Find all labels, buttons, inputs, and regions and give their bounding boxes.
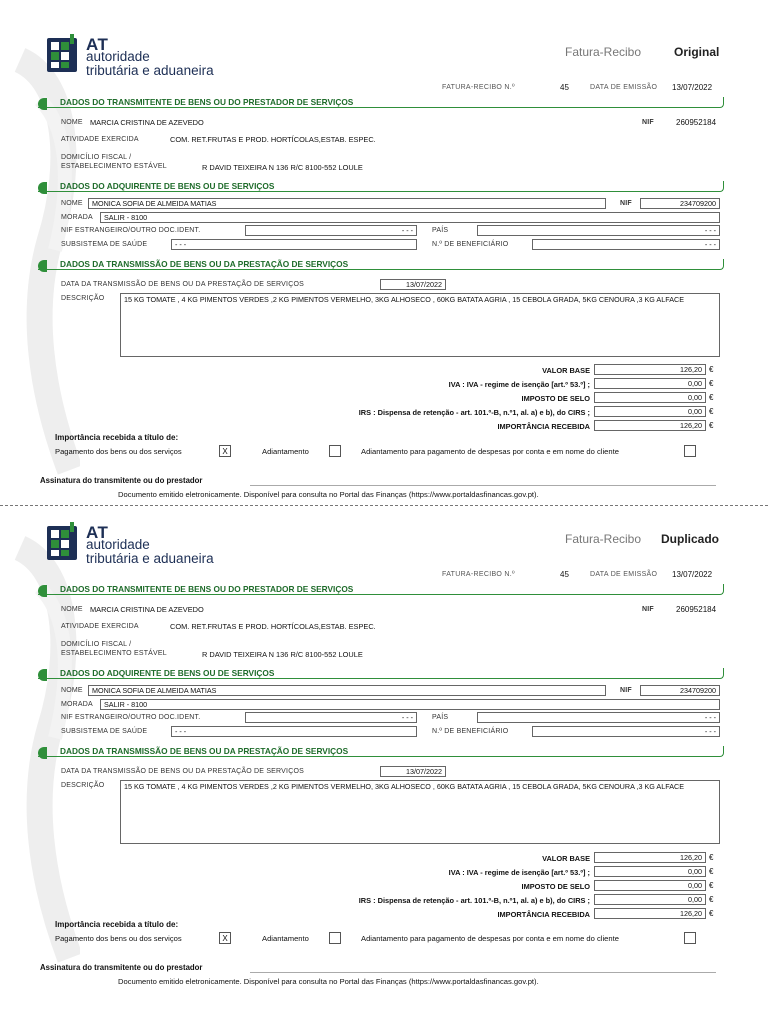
invoice-number-label: FATURA-RECIBO N.º xyxy=(442,571,515,578)
payment-option-advance-checkbox[interactable] xyxy=(329,932,341,944)
buyer-section-text: DADOS DO ADQUIRENTE DE BENS OU DE SERVIÇOS xyxy=(60,668,275,678)
payment-option-expenses-checkbox[interactable] xyxy=(684,445,696,457)
payment-option-goods-label: Pagamento dos bens ou dos serviços xyxy=(55,447,182,456)
seller-address: R DAVID TEIXEIRA N 136 R/C 8100-552 LOULE xyxy=(202,650,363,659)
seller-name-label: NOME xyxy=(61,606,83,613)
total-label-stamp: IMPOSTO DE SELO xyxy=(521,394,590,403)
payment-option-goods-checkbox[interactable]: X xyxy=(219,445,231,457)
buyer-section-title xyxy=(38,668,724,682)
total-value-base: 126,20 xyxy=(594,852,706,863)
issue-date: 13/07/2022 xyxy=(672,570,713,579)
seller-section-title xyxy=(38,97,724,111)
currency-symbol: € xyxy=(709,407,714,416)
seller-name: MARCIA CRISTINA DE AZEVEDO xyxy=(90,118,204,127)
currency-symbol: € xyxy=(709,421,714,430)
foreign-nif-label: NIF ESTRANGEIRO/OUTRO DOC.IDENT. xyxy=(61,714,201,721)
total-label-stamp: IMPOSTO DE SELO xyxy=(521,882,590,891)
health-subsystem-label: SUBSISTEMA DE SAÚDE xyxy=(61,728,148,735)
total-value-stamp: 0,00 xyxy=(594,880,706,891)
beneficiary-field: - - - xyxy=(532,726,720,737)
footer-note: Documento emitido eletronicamente. Disponível para consulta no Portal das Finanças (https://www.portaldasfinancas.gov.pt). xyxy=(118,977,539,986)
seller-nif-label: NIF xyxy=(642,119,654,126)
at-logo xyxy=(46,522,236,568)
buyer-nif-label: NIF xyxy=(620,200,632,207)
currency-symbol: € xyxy=(709,365,714,374)
currency-symbol: € xyxy=(709,379,714,388)
payment-title: Importância recebida a título de: xyxy=(55,433,179,442)
logo-line1: autoridade xyxy=(86,537,150,552)
foreign-nif-field: - - - xyxy=(245,225,417,236)
currency-symbol: € xyxy=(709,393,714,402)
seller-address-label2: ESTABELECIMENTO ESTÁVEL xyxy=(61,163,167,170)
payment-option-expenses-label: Adiantamento para pagamento de despesas por conta e em nome do cliente xyxy=(361,447,619,456)
payment-title: Importância recebida a título de: xyxy=(55,920,179,929)
copy-label: Original xyxy=(674,45,720,59)
country-field: - - - xyxy=(477,225,720,236)
description-field: 15 KG TOMATE , 4 KG PIMENTOS VERDES ,2 KG PIMENTOS VERMELHO, 3KG ALHOSECO , 60KG BATATA AGRIA , 15 CEBOLA GRADA, 5KG CENOURA ,3 KG ALFACE xyxy=(120,780,720,844)
invoice-copy-duplicate xyxy=(0,488,768,978)
document-type: Fatura-Recibo xyxy=(565,45,642,59)
total-label-received: IMPORTÂNCIA RECEBIDA xyxy=(497,422,590,431)
buyer-name-label: NOME xyxy=(61,687,83,694)
currency-symbol: € xyxy=(709,853,714,862)
buyer-address-label: MORADA xyxy=(61,701,93,708)
seller-section-text: DADOS DO TRANSMITENTE DE BENS OU DO PRESTADOR DE SERVIÇOS xyxy=(60,97,354,107)
health-subsystem-field: - - - xyxy=(171,239,417,250)
buyer-nif-label: NIF xyxy=(620,687,632,694)
total-label-irs: IRS : Dispensa de retenção - art. 101.º-B, n.º1, al. a) e b), do CIRS ; xyxy=(358,408,590,417)
beneficiary-label: N.º DE BENEFICIÁRIO xyxy=(432,728,509,735)
seller-nif: 260952184 xyxy=(676,605,717,614)
transaction-date-label: DATA DA TRANSMISSÃO DE BENS OU DA PRESTAÇÃO DE SERVIÇOS xyxy=(61,281,304,288)
transaction-section-text: DADOS DA TRANSMISSÃO DE BENS OU DA PRESTAÇÃO DE SERVIÇOS xyxy=(60,746,349,756)
footer-note: Documento emitido eletronicamente. Disponível para consulta no Portal das Finanças (https://www.portaldasfinancas.gov.pt). xyxy=(118,490,539,499)
health-subsystem-label: SUBSISTEMA DE SAÚDE xyxy=(61,241,148,248)
payment-option-goods-checkbox[interactable]: X xyxy=(219,932,231,944)
total-label-iva: IVA : IVA - regime de isenção [art.º 53.º] ; xyxy=(448,868,590,877)
logo-abbr: AT xyxy=(86,35,109,54)
total-label-irs: IRS : Dispensa de retenção - art. 101.º-B, n.º1, al. a) e b), do CIRS ; xyxy=(358,896,590,905)
seller-address: R DAVID TEIXEIRA N 136 R/C 8100-552 LOULE xyxy=(202,163,363,172)
seller-section-title xyxy=(38,584,724,598)
buyer-section-title xyxy=(38,181,724,195)
transaction-date-field: 13/07/2022 xyxy=(380,279,446,290)
buyer-address-label: MORADA xyxy=(61,214,93,221)
currency-symbol: € xyxy=(709,881,714,890)
logo-line2: tributária e aduaneira xyxy=(86,551,214,566)
total-label-received: IMPORTÂNCIA RECEBIDA xyxy=(497,910,590,919)
at-emblem-icon xyxy=(46,34,80,74)
total-value-irs: 0,00 xyxy=(594,406,706,417)
transaction-date-label: DATA DA TRANSMISSÃO DE BENS OU DA PRESTAÇÃO DE SERVIÇOS xyxy=(61,768,304,775)
buyer-nif-field: 234709200 xyxy=(640,685,720,696)
copy-label: Duplicado xyxy=(661,532,720,546)
seller-nif-label: NIF xyxy=(642,606,654,613)
country-label: PAÍS xyxy=(432,714,449,721)
total-label-base: VALOR BASE xyxy=(542,366,590,375)
buyer-name-field: MONICA SOFIA DE ALMEIDA MATIAS xyxy=(88,198,606,209)
issue-date-label: DATA DE EMISSÃO xyxy=(590,571,658,578)
total-value-base: 126,20 xyxy=(594,364,706,375)
buyer-nif-field: 234709200 xyxy=(640,198,720,209)
logo-abbr: AT xyxy=(86,523,109,542)
buyer-name-label: NOME xyxy=(61,200,83,207)
logo-line1: autoridade xyxy=(86,49,150,64)
total-value-received: 126,20 xyxy=(594,908,706,919)
seller-activity: COM. RET.FRUTAS E PROD. HORTÍCOLAS,ESTAB. ESPEC. xyxy=(170,135,376,144)
invoice-number: 45 xyxy=(560,570,569,579)
health-subsystem-field: - - - xyxy=(171,726,417,737)
payment-option-expenses-label: Adiantamento para pagamento de despesas por conta e em nome do cliente xyxy=(361,934,619,943)
invoice-copy-original xyxy=(0,0,768,490)
signature-line xyxy=(250,485,716,486)
payment-option-advance-label: Adiantamento xyxy=(262,934,309,943)
total-value-received: 126,20 xyxy=(594,420,706,431)
beneficiary-field: - - - xyxy=(532,239,720,250)
description-label: DESCRIÇÃO xyxy=(61,295,105,302)
buyer-address-field: SALIR - 8100 xyxy=(100,699,720,710)
seller-address-label2: ESTABELECIMENTO ESTÁVEL xyxy=(61,650,167,657)
seller-name-label: NOME xyxy=(61,119,83,126)
transaction-section-text: DADOS DA TRANSMISSÃO DE BENS OU DA PRESTAÇÃO DE SERVIÇOS xyxy=(60,259,349,269)
seller-activity-label: ATIVIDADE EXERCIDA xyxy=(61,623,139,630)
payment-option-expenses-checkbox[interactable] xyxy=(684,932,696,944)
total-value-iva: 0,00 xyxy=(594,866,706,877)
seller-nif: 260952184 xyxy=(676,118,717,127)
payment-option-advance-label: Adiantamento xyxy=(262,447,309,456)
buyer-address-field: SALIR - 8100 xyxy=(100,212,720,223)
signature-line xyxy=(250,972,716,973)
invoice-number: 45 xyxy=(560,83,569,92)
foreign-nif-field: - - - xyxy=(245,712,417,723)
description-field: 15 KG TOMATE , 4 KG PIMENTOS VERDES ,2 KG PIMENTOS VERMELHO, 3KG ALHOSECO , 60KG BATATA AGRIA , 15 CEBOLA GRADA, 5KG CENOURA ,3 KG ALFACE xyxy=(120,293,720,357)
at-logo xyxy=(46,34,236,80)
description-label: DESCRIÇÃO xyxy=(61,782,105,789)
at-emblem-icon xyxy=(46,522,80,562)
currency-symbol: € xyxy=(709,909,714,918)
seller-activity: COM. RET.FRUTAS E PROD. HORTÍCOLAS,ESTAB. ESPEC. xyxy=(170,622,376,631)
beneficiary-label: N.º DE BENEFICIÁRIO xyxy=(432,241,509,248)
logo-line2: tributária e aduaneira xyxy=(86,63,214,78)
total-value-iva: 0,00 xyxy=(594,378,706,389)
buyer-section-text: DADOS DO ADQUIRENTE DE BENS OU DE SERVIÇOS xyxy=(60,181,275,191)
payment-option-advance-checkbox[interactable] xyxy=(329,445,341,457)
signature-label: Assinatura do transmitente ou do prestador xyxy=(40,963,203,972)
seller-address-label1: DOMICÍLIO FISCAL / xyxy=(61,641,132,648)
country-field: - - - xyxy=(477,712,720,723)
seller-section-text: DADOS DO TRANSMITENTE DE BENS OU DO PRESTADOR DE SERVIÇOS xyxy=(60,584,354,594)
total-value-stamp: 0,00 xyxy=(594,392,706,403)
country-label: PAÍS xyxy=(432,227,449,234)
seller-address-label1: DOMICÍLIO FISCAL / xyxy=(61,154,132,161)
seller-name: MARCIA CRISTINA DE AZEVEDO xyxy=(90,605,204,614)
document-type: Fatura-Recibo xyxy=(565,532,642,546)
buyer-name-field: MONICA SOFIA DE ALMEIDA MATIAS xyxy=(88,685,606,696)
payment-option-goods-label: Pagamento dos bens ou dos serviços xyxy=(55,934,182,943)
currency-symbol: € xyxy=(709,867,714,876)
total-label-iva: IVA : IVA - regime de isenção [art.º 53.º] ; xyxy=(448,380,590,389)
issue-date: 13/07/2022 xyxy=(672,83,713,92)
signature-label: Assinatura do transmitente ou do prestador xyxy=(40,476,203,485)
seller-activity-label: ATIVIDADE EXERCIDA xyxy=(61,136,139,143)
transaction-section-title xyxy=(38,746,724,760)
issue-date-label: DATA DE EMISSÃO xyxy=(590,84,658,91)
transaction-date-field: 13/07/2022 xyxy=(380,766,446,777)
transaction-section-title xyxy=(38,259,724,273)
invoice-number-label: FATURA-RECIBO N.º xyxy=(442,84,515,91)
total-value-irs: 0,00 xyxy=(594,894,706,905)
foreign-nif-label: NIF ESTRANGEIRO/OUTRO DOC.IDENT. xyxy=(61,227,201,234)
total-label-base: VALOR BASE xyxy=(542,854,590,863)
currency-symbol: € xyxy=(709,895,714,904)
